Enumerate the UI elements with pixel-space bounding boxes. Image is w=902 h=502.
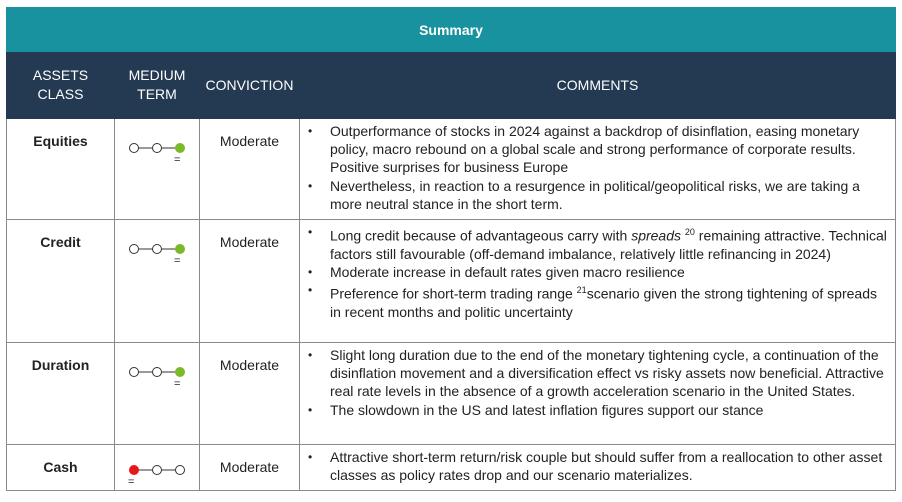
conviction-value: Moderate bbox=[200, 343, 300, 445]
change-indicator: = bbox=[174, 255, 181, 267]
comment-italic: spreads bbox=[631, 227, 681, 244]
conviction-value: Moderate bbox=[200, 119, 300, 220]
indicator-dot-right-active bbox=[175, 143, 185, 153]
summary-table-wrapper bbox=[6, 7, 895, 491]
indicator-dot-right bbox=[176, 466, 185, 475]
comment-text: scenario given the strong tightening of spreads in recent months and politic uncertainty bbox=[330, 285, 877, 321]
header-assets-class: ASSETS CLASS bbox=[7, 52, 115, 119]
conviction-value: Moderate bbox=[200, 445, 300, 491]
row-credit bbox=[7, 220, 896, 343]
header-conviction: CONVICTION bbox=[200, 52, 300, 119]
medium-term-cell bbox=[115, 220, 200, 343]
comment-text: Preference for short-term trading range bbox=[330, 285, 577, 302]
comment-item: • Attractive short-term return/risk couple but should suffer from a reallocation to other asset classes as policy rates drop and our scenario materializes. bbox=[308, 448, 889, 484]
change-indicator: = bbox=[174, 378, 181, 390]
comment-item: • Nevertheless, in reaction to a resurgence in political/geopolitical risks, we are taking a more neutral stance in the short term. bbox=[308, 177, 889, 213]
table-title: Summary bbox=[7, 8, 896, 52]
indicator-dot-middle bbox=[153, 144, 162, 153]
comment-item bbox=[308, 281, 889, 321]
comment-item: • The slowdown in the US and latest inflation figures support our stance bbox=[308, 401, 889, 419]
header-medium-term: MEDIUM TERM bbox=[115, 52, 200, 119]
comment-item: • Moderate increase in default rates given macro resilience bbox=[308, 263, 889, 281]
indicator-dot-right-active bbox=[175, 244, 185, 254]
asset-name: Duration bbox=[7, 343, 115, 445]
medium-term-indicator bbox=[127, 241, 187, 269]
medium-term-indicator bbox=[127, 140, 187, 168]
row-duration bbox=[7, 343, 896, 445]
indicator-dot-middle bbox=[153, 368, 162, 377]
medium-term-cell bbox=[115, 343, 200, 445]
indicator-dot-middle bbox=[153, 466, 162, 475]
footnote-ref: 21 bbox=[576, 285, 587, 296]
comments-cell bbox=[300, 343, 896, 445]
row-cash bbox=[7, 445, 896, 491]
comments-cell bbox=[300, 220, 896, 343]
asset-name: Equities bbox=[7, 119, 115, 220]
header-comments: COMMENTS bbox=[300, 52, 896, 119]
comment-text: Long credit because of advantageous carry with bbox=[330, 227, 632, 244]
change-indicator: = bbox=[128, 476, 135, 488]
indicator-dot-left bbox=[130, 144, 139, 153]
conviction-value: Moderate bbox=[200, 220, 300, 343]
indicator-dot-middle bbox=[153, 245, 162, 254]
medium-term-cell bbox=[115, 119, 200, 220]
comment-text: remaining attractive. Technical factors still favourable (off-demand imbalance, relatively little refinancing in 2024) bbox=[330, 227, 887, 262]
header-row bbox=[7, 52, 896, 119]
comment-item bbox=[308, 223, 889, 263]
indicator-dot-left bbox=[130, 245, 139, 254]
change-indicator: = bbox=[174, 154, 181, 166]
indicator-dot-left bbox=[130, 368, 139, 377]
comments-cell bbox=[300, 119, 896, 220]
indicator-dot-left-active bbox=[129, 465, 139, 475]
medium-term-indicator bbox=[127, 364, 187, 392]
asset-name: Cash bbox=[7, 445, 115, 491]
medium-term-cell bbox=[115, 445, 200, 491]
asset-name: Credit bbox=[7, 220, 115, 343]
comment-item: • Slight long duration due to the end of the monetary tightening cycle, a continuation of the disinflation movement and a diversification effect vs risky assets now beneficial. Attractive real rate levels in the absence of a growth acceleration scenario in the United States. bbox=[308, 346, 889, 401]
row-equities bbox=[7, 119, 896, 220]
indicator-dot-right-active bbox=[175, 367, 185, 377]
comment-item: • Outperformance of stocks in 2024 against a backdrop of disinflation, easing monetary policy, macro rebound on a global scale and strong performance of corporate results. Positive surprises for business Europe bbox=[308, 122, 889, 177]
summary-table bbox=[6, 7, 896, 491]
comments-cell bbox=[300, 445, 896, 491]
footnote-ref: 20 bbox=[684, 227, 695, 237]
medium-term-indicator bbox=[127, 462, 187, 490]
